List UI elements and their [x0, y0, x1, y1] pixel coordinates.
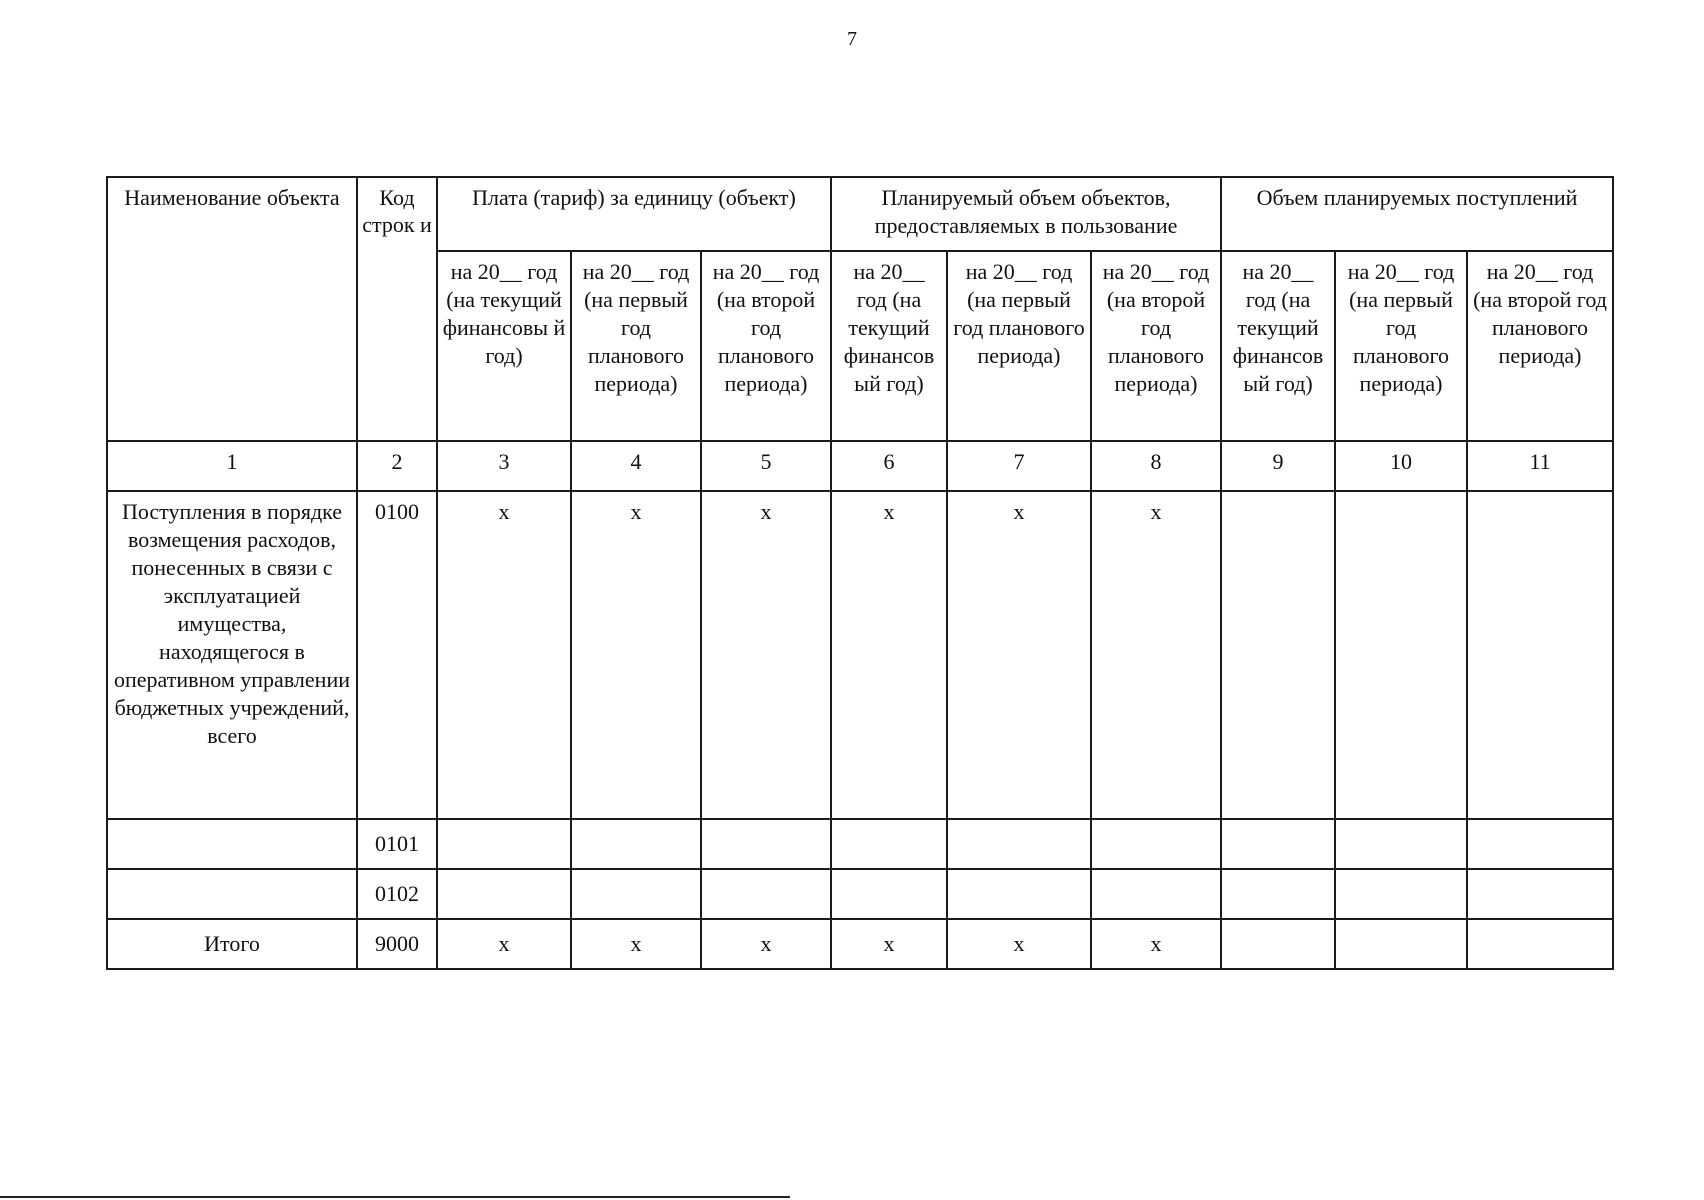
- table-cell: [1221, 819, 1335, 869]
- row-code-cell: 0102: [357, 869, 437, 919]
- header-tariff-group: Плата (тариф) за единицу (объект): [437, 177, 831, 251]
- table-cell: [947, 819, 1091, 869]
- row-code-cell: 9000: [357, 919, 437, 969]
- table-row: [107, 491, 1613, 819]
- table-cell: [1467, 819, 1613, 869]
- table-cell: [701, 869, 831, 919]
- header-sub-col-4: на 20__ год (на первый год планового периода): [571, 251, 701, 441]
- bottom-divider: [0, 1196, 790, 1198]
- row-code-cell: 0100: [357, 491, 437, 819]
- table-cell: [1221, 491, 1335, 819]
- table-cell: х: [947, 491, 1091, 819]
- table-cell: [831, 819, 947, 869]
- table-cell: [1335, 919, 1467, 969]
- column-number: 7: [947, 441, 1091, 491]
- table-cell: [947, 869, 1091, 919]
- table-cell: [1467, 869, 1613, 919]
- header-sub-col-7: на 20__ год (на первый год планового периода): [947, 251, 1091, 441]
- column-number: 6: [831, 441, 947, 491]
- column-number: 3: [437, 441, 571, 491]
- header-volume-group: Планируемый объем объектов, предоставляемых в пользование: [831, 177, 1221, 251]
- table-cell: [1091, 819, 1221, 869]
- column-number-row: [107, 441, 1613, 491]
- table-cell: [1467, 919, 1613, 969]
- header-sub-col-9: на 20__ год (на текущий финансов ый год): [1221, 251, 1335, 441]
- row-name-cell: [107, 869, 357, 919]
- table-row: [107, 819, 1613, 869]
- table-cell: [1467, 491, 1613, 819]
- column-number: 9: [1221, 441, 1335, 491]
- table-cell: х: [701, 491, 831, 819]
- table-cell: [1335, 491, 1467, 819]
- row-name-cell: Поступления в порядке возмещения расходов, понесенных в связи с эксплуатацией имущества, находящегося в оперативном управлении бюджетных учреждений, всего: [107, 491, 357, 819]
- column-number: 11: [1467, 441, 1613, 491]
- column-number: 10: [1335, 441, 1467, 491]
- header-sub-col-10: на 20__ год (на первый год планового периода): [1335, 251, 1467, 441]
- column-number: 4: [571, 441, 701, 491]
- row-name-cell: [107, 819, 357, 869]
- table-cell: [437, 869, 571, 919]
- row-code-cell: 0101: [357, 819, 437, 869]
- table-cell: х: [831, 491, 947, 819]
- header-sub-col-3: на 20__ год (на текущий финансовы й год): [437, 251, 571, 441]
- header-object-name: Наименование объекта: [107, 177, 357, 441]
- header-sub-col-5: на 20__ год (на второй год планового периода): [701, 251, 831, 441]
- table-cell: [1221, 869, 1335, 919]
- revenue-table: [106, 176, 1614, 970]
- header-receipts-group: Объем планируемых поступлений: [1221, 177, 1613, 251]
- table-cell: х: [571, 919, 701, 969]
- table-cell: х: [1091, 491, 1221, 819]
- table-cell: х: [1091, 919, 1221, 969]
- table-cell: [831, 869, 947, 919]
- table-cell: х: [831, 919, 947, 969]
- table-row: [107, 869, 1613, 919]
- header-sub-col-6: на 20__ год (на текущий финансов ый год): [831, 251, 947, 441]
- table-cell: х: [701, 919, 831, 969]
- table-cell: [571, 869, 701, 919]
- page-number: 7: [847, 28, 857, 50]
- table-cell: [1335, 869, 1467, 919]
- header-sub-col-11: на 20__ год (на второй год планового периода): [1467, 251, 1613, 441]
- column-number: 2: [357, 441, 437, 491]
- table-row-total: [107, 919, 1613, 969]
- header-row-1: [107, 177, 1613, 251]
- table-cell: [1335, 819, 1467, 869]
- table-cell: х: [947, 919, 1091, 969]
- table-cell: х: [437, 919, 571, 969]
- column-number: 5: [701, 441, 831, 491]
- table-cell: [1091, 869, 1221, 919]
- table-cell: х: [437, 491, 571, 819]
- header-row-code: Код строк и: [357, 177, 437, 441]
- column-number: 8: [1091, 441, 1221, 491]
- table-cell: [571, 819, 701, 869]
- header-sub-col-8: на 20__ год (на второй год планового периода): [1091, 251, 1221, 441]
- table-cell: [437, 819, 571, 869]
- row-name-cell: Итого: [107, 919, 357, 969]
- table-cell: х: [571, 491, 701, 819]
- column-number: 1: [107, 441, 357, 491]
- table-cell: [1221, 919, 1335, 969]
- table-cell: [701, 819, 831, 869]
